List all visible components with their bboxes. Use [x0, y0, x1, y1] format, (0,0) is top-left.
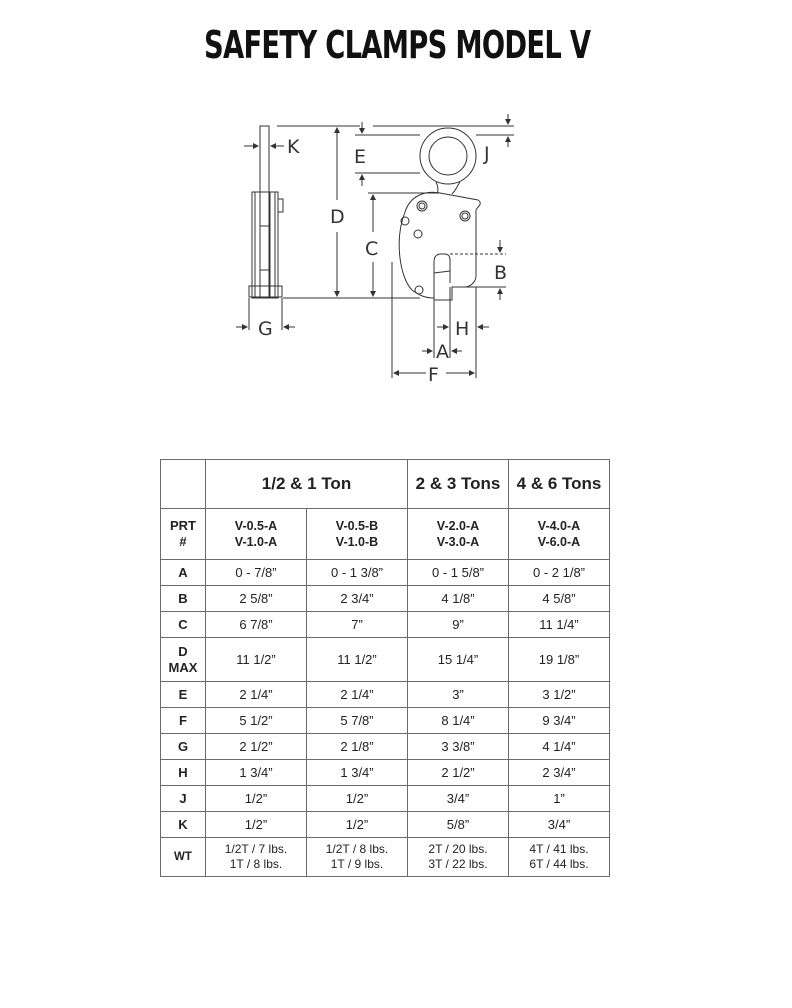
part-number-cell: V-4.0-A V-6.0-A	[509, 509, 610, 560]
row-label: WT	[161, 838, 206, 877]
value-cell: 0 - 1 3/8”	[307, 560, 408, 586]
dim-label-g: G	[258, 318, 273, 340]
value-cell: 4 5/8”	[509, 586, 610, 612]
value-cell: 1”	[509, 786, 610, 812]
value-cell: 1/2”	[307, 812, 408, 838]
weight-cell: 1/2T / 8 lbs. 1T / 9 lbs.	[307, 838, 408, 877]
group-header-half-1-ton: 1/2 & 1 Ton	[206, 460, 408, 509]
front-view-clamp	[399, 128, 480, 300]
row-label: C	[161, 612, 206, 638]
part-number-cell: V-0.5-A V-1.0-A	[206, 509, 307, 560]
value-cell: 3 1/2”	[509, 682, 610, 708]
dim-label-e: E	[354, 146, 367, 168]
value-cell: 15 1/4”	[408, 638, 509, 682]
value-cell: 9”	[408, 612, 509, 638]
value-cell: 7”	[307, 612, 408, 638]
table-row-e	[161, 682, 610, 708]
value-cell: 0 - 2 1/8”	[509, 560, 610, 586]
value-cell: 2 1/2”	[408, 760, 509, 786]
specifications-table	[160, 459, 610, 877]
value-cell: 6 7/8”	[206, 612, 307, 638]
value-cell: 5/8”	[408, 812, 509, 838]
side-view-clamp	[249, 126, 283, 298]
empty-corner-cell	[161, 460, 206, 509]
value-cell: 2 1/8”	[307, 734, 408, 760]
weight-cell: 4T / 41 lbs. 6T / 44 lbs.	[509, 838, 610, 877]
value-cell: 3/4”	[408, 786, 509, 812]
value-cell: 3 3/8”	[408, 734, 509, 760]
value-cell: 2 3/4”	[307, 586, 408, 612]
table-row-g	[161, 734, 610, 760]
row-label: G	[161, 734, 206, 760]
table-row-c	[161, 612, 610, 638]
value-cell: 1/2”	[206, 812, 307, 838]
row-label: D MAX	[161, 638, 206, 682]
part-number-cell: V-0.5-B V-1.0-B	[307, 509, 408, 560]
value-cell: 4 1/8”	[408, 586, 509, 612]
value-cell: 9 3/4”	[509, 708, 610, 734]
value-cell: 2 3/4”	[509, 760, 610, 786]
value-cell: 3”	[408, 682, 509, 708]
row-label: H	[161, 760, 206, 786]
table-row-b	[161, 586, 610, 612]
value-cell: 2 1/4”	[307, 682, 408, 708]
part-number-row	[161, 509, 610, 560]
table-row-j	[161, 786, 610, 812]
value-cell: 0 - 7/8”	[206, 560, 307, 586]
value-cell: 0 - 1 5/8”	[408, 560, 509, 586]
row-label: J	[161, 786, 206, 812]
value-cell: 2 1/2”	[206, 734, 307, 760]
dim-label-j: J	[484, 143, 490, 165]
value-cell: 11 1/4”	[509, 612, 610, 638]
dim-label-f: F	[428, 364, 439, 386]
value-cell: 3/4”	[509, 812, 610, 838]
page-title: SAFETY CLAMPS MODEL V	[204, 23, 591, 67]
value-cell: 1 3/4”	[206, 760, 307, 786]
group-header-4-6-tons: 4 & 6 Tons	[509, 460, 610, 509]
value-cell: 19 1/8”	[509, 638, 610, 682]
value-cell: 2 5/8”	[206, 586, 307, 612]
value-cell: 1/2”	[307, 786, 408, 812]
capacity-header-row	[161, 460, 610, 509]
value-cell: 5 7/8”	[307, 708, 408, 734]
dim-label-c: C	[365, 238, 379, 260]
part-number-label: PRT #	[161, 509, 206, 560]
row-label: A	[161, 560, 206, 586]
row-label: B	[161, 586, 206, 612]
row-label: E	[161, 682, 206, 708]
table-row-f	[161, 708, 610, 734]
table-row-weight	[161, 838, 610, 877]
part-number-cell: V-2.0-A V-3.0-A	[408, 509, 509, 560]
value-cell: 5 1/2”	[206, 708, 307, 734]
weight-cell: 2T / 20 lbs. 3T / 22 lbs.	[408, 838, 509, 877]
value-cell: 8 1/4”	[408, 708, 509, 734]
value-cell: 11 1/2”	[307, 638, 408, 682]
dim-label-h: H	[455, 318, 470, 340]
table-row-d-max	[161, 638, 610, 682]
row-label: F	[161, 708, 206, 734]
dim-label-d: D	[330, 206, 345, 228]
table-row-h	[161, 760, 610, 786]
weight-cell: 1/2T / 7 lbs. 1T / 8 lbs.	[206, 838, 307, 877]
table-row-a	[161, 560, 610, 586]
value-cell: 4 1/4”	[509, 734, 610, 760]
group-header-2-3-tons: 2 & 3 Tons	[408, 460, 509, 509]
table-row-k	[161, 812, 610, 838]
clamp-dimension-diagram	[225, 108, 525, 388]
dim-label-b: B	[494, 262, 508, 284]
value-cell: 11 1/2”	[206, 638, 307, 682]
row-label: K	[161, 812, 206, 838]
value-cell: 1/2”	[206, 786, 307, 812]
dim-label-a: A	[436, 341, 449, 363]
dim-label-k: K	[287, 136, 300, 158]
value-cell: 1 3/4”	[307, 760, 408, 786]
value-cell: 2 1/4”	[206, 682, 307, 708]
